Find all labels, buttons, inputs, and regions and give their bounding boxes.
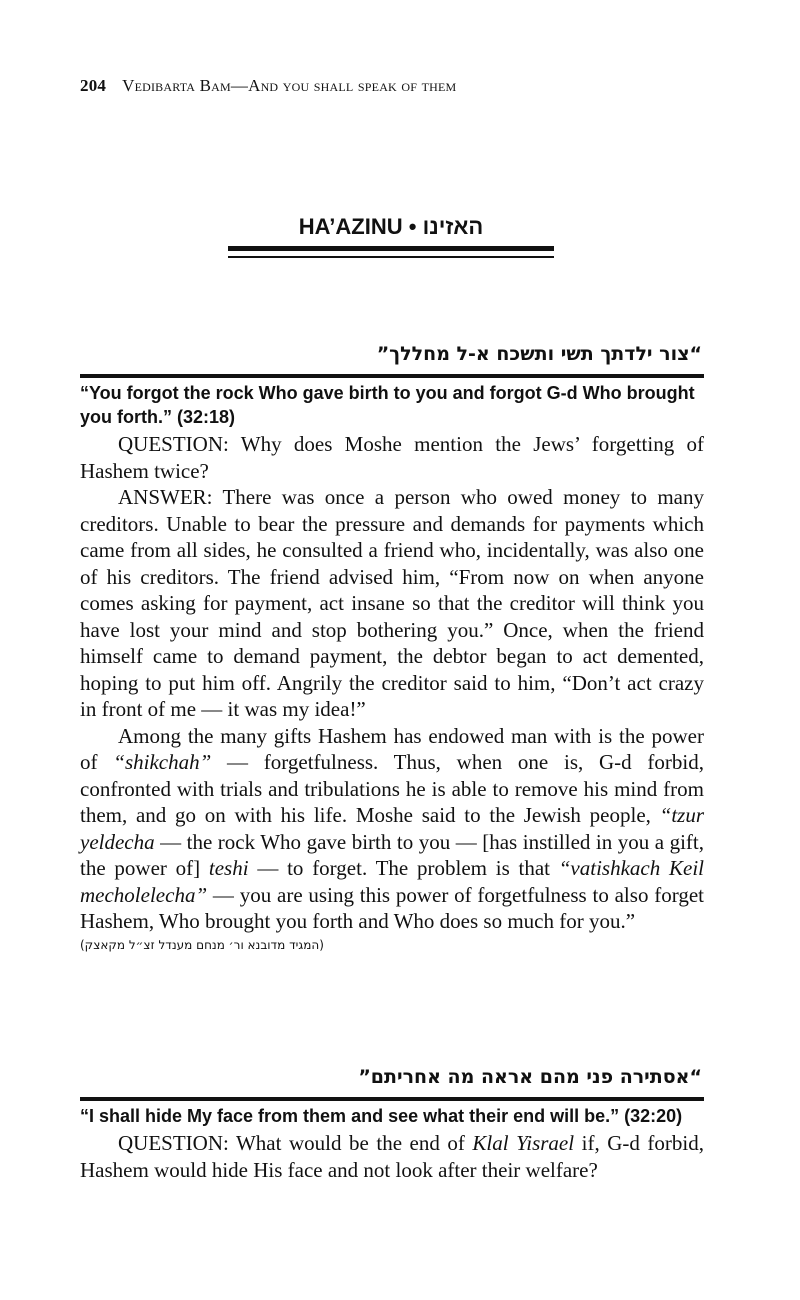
answer-paragraph: ANSWER: There was once a person who owed money to many creditors. Unable to bear the pressure and demands for payments which came from all sides, he consulted a friend who, incidentally, was also one of his creditors. The friend advised him, “From now on when anyone comes asking for payment, act insane so that the creditor will think you have lost your mind and stop bothering you.” Once, when the friend himself came to demand payment, the debtor began to act demented, hoping to put him off. Angrily the creditor said to him, “Don’t act crazy in front of me — it was my idea!” <box>80 485 704 721</box>
source-citation: (המגיד מדובנא ור׳ מנחם מענדל זצ״ל מקאצק) <box>80 937 324 952</box>
explanation-paragraph: Among the many gifts Hashem has endowed man with is the power of “shikchah” — forgetfulness. Thus, when one is, G-d forbid, confronted with trials and tribulations he is able to remove his mind from them, and go on with his life. Moshe said to the Jewish people, “tzur yeldecha — the rock Who gave birth to you — [has instilled in you a gift, the power of] teshi — to forget. The problem is that “vatishkach Keil mecholelecha” — you are using this power of forgetfulness to also forget Hashem, Who brought you forth and Who does so much for you.” <box>80 723 705 933</box>
question-paragraph: QUESTION: Why does Moshe mention the Jews’ forgetting of Hashem twice? <box>80 432 704 483</box>
verse-rule <box>80 1097 704 1101</box>
question-paragraph: QUESTION: What would be the end of Klal Yisrael if, G-d forbid, Hashem would hide His face and not look after their welfare? <box>80 1131 704 1182</box>
verse-translation: “You forgot the rock Who gave birth to you and forgot G-d Who brought you forth.” (32:18) <box>80 383 695 427</box>
section-rule-thin <box>228 256 554 258</box>
section-rule-thick <box>228 246 554 251</box>
section-title: HA’AZINU • האזינו <box>298 214 484 239</box>
running-head <box>80 76 720 96</box>
running-head-title: Vedibarta Bam—And you shall speak of them <box>122 76 457 95</box>
entry-32-20 <box>80 1063 704 1183</box>
page-number: 204 <box>80 76 107 95</box>
hebrew-verse: “אסתירה פני מהם אראה מה אחריתם” <box>358 1066 702 1088</box>
verse-rule <box>80 374 704 378</box>
entry-32-18 <box>80 340 704 953</box>
verse-translation: “I shall hide My face from them and see what their end will be.” (32:20) <box>80 1106 683 1126</box>
hebrew-verse: “צור ילדתך תשי ותשכח א-ל מחללך” <box>376 343 702 365</box>
